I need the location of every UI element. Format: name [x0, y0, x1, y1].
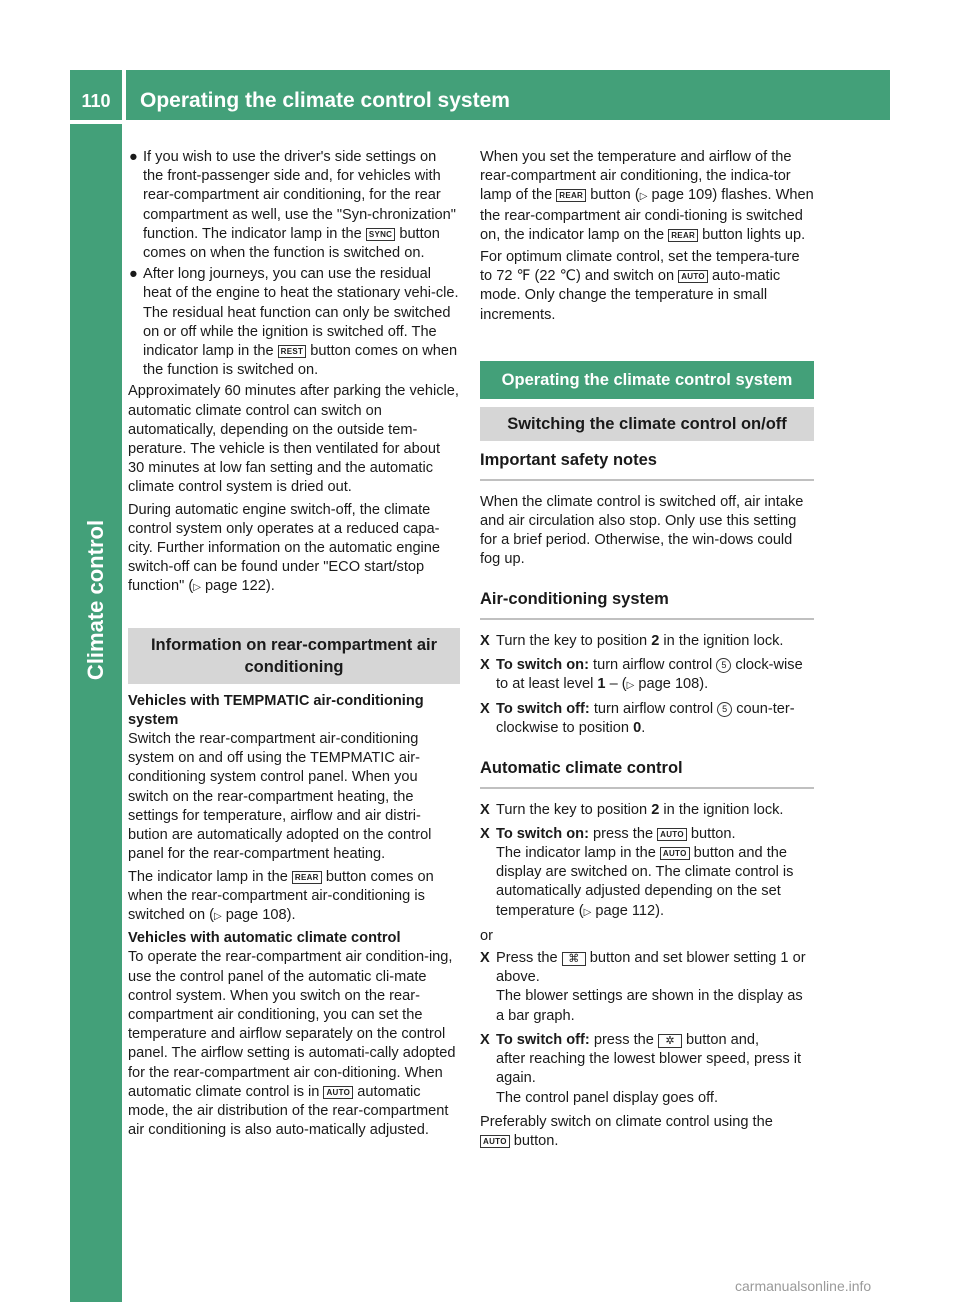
step-item: X To switch on: turn airflow control 5 clock-wise to at least level 1 – (▷ page 108). — [480, 656, 814, 695]
left-column — [128, 148, 460, 1143]
fan-down-icon: ✲ — [658, 1034, 682, 1048]
heading-ac: Air-conditioning system — [480, 588, 814, 620]
arrow-icon: ▷ — [213, 910, 222, 922]
paragraph: For optimum climate control, set the tempera-ture to 72 ℉ (22 ℃) and switch on AUTO auto-matic mode. Only change the temperature in small increments. — [480, 249, 800, 323]
step-marker-icon: X — [480, 632, 490, 649]
page-title: Operating the climate control system — [140, 89, 510, 112]
arrow-icon: ▷ — [193, 582, 201, 594]
subheading: Vehicles with automatic climate control — [128, 930, 401, 947]
arrow-icon: ▷ — [583, 906, 592, 918]
chapter-label: Climate control — [83, 519, 108, 681]
paragraph: Preferably switch on climate control using the AUTO button. — [480, 1113, 773, 1149]
step-item: X To switch off: turn airflow control 5 coun-ter-clockwise to position 0. — [480, 701, 795, 737]
auto-button-icon: AUTO — [480, 1135, 510, 1148]
rear-button-icon: REAR — [668, 229, 698, 242]
auto-button-icon: AUTO — [657, 828, 687, 841]
rear-button-icon: REAR — [556, 189, 586, 202]
page-number: 110 — [81, 91, 111, 111]
chapter-tab — [70, 124, 122, 1302]
step-item: X Turn the key to position 2 in the ignition lock. — [480, 801, 814, 820]
paragraph: When you set the temperature and airflow of the rear-compartment air conditioning, the indica-tor lamp of the REAR button (▷ page 109) flashes. When the rear-compartment air condi-tioning is switched on, the indicator lamp on the REAR button lights up. — [480, 149, 814, 243]
step-marker-icon: X — [480, 825, 490, 842]
right-column — [480, 148, 814, 1154]
heading-safety: Important safety notes — [480, 449, 814, 481]
step-marker-icon: X — [480, 950, 490, 967]
rear-button-icon: REAR — [292, 871, 322, 884]
paragraph: During automatic engine switch-off, the climate control system only operates at a reduced capa-city. Further information on the automatic engine switch-off can be found under "ECO start/stop function" (▷ page 122). — [128, 501, 460, 598]
arrow-icon: ▷ — [639, 191, 648, 203]
step-marker-icon: X — [480, 1031, 490, 1048]
step-item: X Turn the key to position 2 in the ignition lock. — [480, 632, 814, 651]
step-marker-icon: X — [480, 701, 490, 718]
bullet-icon: ● — [129, 266, 138, 283]
subheading: Vehicles with TEMPMATIC air-conditioning system — [128, 692, 424, 728]
control-5-icon: 5 — [717, 702, 732, 717]
watermark: carmanualsonline.info — [735, 1278, 872, 1294]
control-5-icon: 5 — [716, 658, 731, 673]
or-text: or — [480, 927, 493, 944]
paragraph: To operate the rear-compartment air condition-ing, use the control panel of the automatic cli-mate control system. When you switch on the rear-compartment air conditioning, you can set the temperature and airflow separately on the control panel. The airflow setting is automati-cally adopted for the rear-compartment air con-ditioning. When automatic climate control is in AUTO automatic mode, the air distribution of the rear-compartment air conditioning is also auto-matically adjusted. — [128, 949, 456, 1139]
step-item: X To switch off: press the ✲ button and, after reaching the lowest blower speed, press it again. The control panel display goes off. — [480, 1031, 802, 1106]
fan-up-icon: ⌘ — [562, 952, 586, 966]
page-link[interactable]: page 109 — [651, 187, 713, 204]
page-link[interactable]: page 122 — [204, 578, 266, 595]
sync-button-icon: SYNC — [366, 228, 395, 241]
arrow-icon: ▷ — [626, 680, 635, 692]
auto-button-icon: AUTO — [323, 1086, 353, 1099]
step-item: X To switch on: press the AUTO button. The indicator lamp in the AUTO button and the display are switched on. The climate control is automatically adjusted depending on the set temperature (▷ page 112). — [480, 825, 814, 922]
auto-button-icon: AUTO — [660, 847, 690, 860]
section-heading-green: Operating the climate control system — [480, 361, 814, 399]
bullet-icon: ● — [129, 149, 138, 165]
step-marker-icon: X — [480, 656, 490, 673]
paragraph: The indicator lamp in the REAR button comes on when the rear-compartment air-conditioning is switched on (▷ page 108). — [128, 868, 460, 927]
rest-button-icon: REST — [278, 345, 307, 358]
list-item: ● After long journeys, you can use the residual heat of the engine to heat the stationary vehi-cle. The residual heat function can only be switched on or off while the ignition is switched off. The indicator lamp in the REST button comes on when the function is switched on. — [129, 266, 459, 379]
page-link[interactable]: page 108 — [638, 676, 700, 693]
paragraph: Approximately 60 minutes after parking the vehicle, automatic climate control can switch on automatically, depending on the outside tem-perature. The vehicle is then ventilated for about 30 minutes at low fan setting and the automatic climate control system is dried out. — [128, 383, 459, 496]
section-heading: Information on rear-compartment air conditioning — [128, 628, 460, 684]
page-link[interactable]: page 108 — [225, 906, 287, 923]
paragraph: When the climate control is switched off, air intake and air circulation also stop. Only use this setting for a brief period. Otherwise, the win-dows could fog up. — [480, 493, 804, 568]
section-heading-grey: Switching the climate control on/off — [480, 407, 814, 441]
page-link[interactable]: page 112 — [595, 902, 656, 919]
step-item: X Press the ⌘ button and set blower setting 1 or above. The blower settings are shown in the display as a bar graph. — [480, 950, 806, 1024]
list-item: ● If you wish to use the driver's side settings on the front-passenger side and, for vehicles with rear-compartment air conditioning, for the rear compartment as well, use the "Syn-chronization" function. The indicator lamp in the SYNC button comes on when the function is switched on. — [129, 149, 456, 262]
step-marker-icon: X — [480, 801, 490, 818]
heading-auto: Automatic climate control — [480, 757, 814, 789]
paragraph: Switch the rear-compartment air-conditioning system on and off using the TEMPMATIC air-conditioning system control panel. When you switch on the rear-compartment heating, the settings for temperature, airflow and air distri-bution are automatically adopted on the control panel for the rear-compartment heating. — [128, 731, 432, 863]
auto-button-icon: AUTO — [678, 270, 708, 283]
